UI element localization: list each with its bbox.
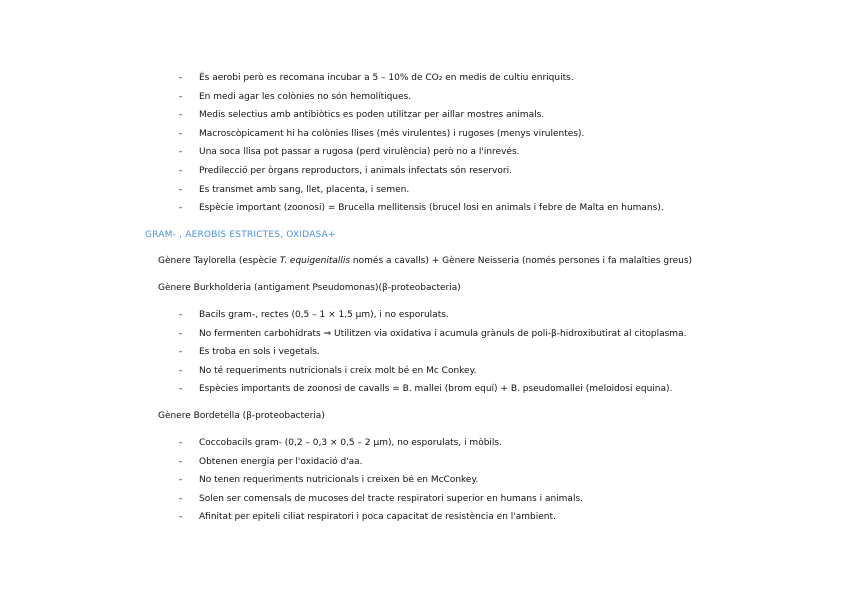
list-item [0,162,848,181]
bullet-text: Es troba en sols i vegetals. [199,347,320,358]
list-item [0,199,848,218]
bullet-marker: - [179,128,183,139]
bullet-marker: - [179,147,183,158]
bullet-marker: - [179,110,183,121]
bullet-text: És aerobi però es recomana incubar a 5 – 10% de CO₂ en medis de cultiu enriquits. [199,73,574,83]
list-item [0,88,848,107]
bullet-marker: - [179,493,183,504]
bullet-marker: - [179,73,183,83]
genus-taylorella-species: T. equigenitallis [279,256,351,266]
genus-taylorella-line [158,256,692,266]
genus-burkholderia-heading: Gènere Burkholderia (antigament Pseudomonas)(β-proteobacteria) [158,283,461,293]
section-heading: GRAM- , AEROBIS ESTRICTES, OXIDASA+ [145,230,336,240]
list-item [0,362,848,381]
genus-taylorella-prefix: Gènere Taylorella (espècie [158,256,280,266]
bullet-marker: - [179,91,183,102]
brucella-bullet-list [0,69,848,218]
bullet-marker: - [179,310,183,320]
list-item [0,181,848,200]
list-item [0,106,848,125]
bullet-marker: - [179,384,183,395]
list-item [0,125,848,144]
list-item [0,343,848,362]
list-item [0,143,848,162]
bordetella-bullet-list [0,434,848,527]
bullet-marker: - [179,184,183,195]
bullet-marker: - [179,512,183,523]
bullet-text: Espècie important (zoonosi) = Brucella mellitensis (brucel losi en animals i febre de Malta en humans). [199,203,664,214]
bullet-text: Espècies importants de zoonosi de cavalls = B. mallei (brom equí) + B. pseudomallei (meloidosi equina). [199,384,673,395]
list-item [0,508,848,527]
bullet-text: Afinitat per epiteli ciliat respiratori i poca capacitat de resistència en l'ambient. [199,512,556,523]
list-item [0,69,848,88]
list-item [0,325,848,344]
bullet-text: Coccobacils gram- (0,2 – 0,3 × 0,5 – 2 μm), no esporulats, i mòbils. [199,438,502,448]
genus-bordetella-heading: Gènere Bordetella (β-proteobacteria) [158,411,325,421]
bullet-marker: - [179,438,183,448]
list-item [0,471,848,490]
bullet-text: Medis selectius amb antibiòtics es poden utilitzar per aillar mostres animals. [199,110,545,121]
bullet-text: Es transmet amb sang, llet, placenta, i semen. [199,184,410,195]
bullet-marker: - [179,203,183,214]
bullet-text: Bacils gram-, rectes (0,5 – 1 × 1,5 μm), i no esporulats. [199,310,449,320]
list-item [0,306,848,325]
bullet-text: No tenen requeriments nutricionals i creixen bé en McConkey. [199,475,479,486]
bullet-marker: - [179,165,183,176]
bullet-text: En medi agar les colònies no són hemolítiques. [199,91,412,102]
bullet-text: Predilecció per òrgans reproductors, i animals infectats són reservori. [199,165,512,176]
burkholderia-bullet-list [0,306,848,399]
bullet-marker: - [179,456,183,467]
bullet-marker: - [179,475,183,486]
bullet-text: No té requeriments nutricionals i creix molt bé en Mc Conkey. [199,365,477,376]
bullet-marker: - [179,328,183,339]
list-item [0,453,848,472]
list-item [0,490,848,509]
genus-taylorella-suffix: només a cavalls) + Gènere Neisseria (només persones i fa malalties greus) [350,256,693,266]
list-item [0,380,848,399]
bullet-text: Macroscòpicament hi ha colònies llises (més virulentes) i rugoses (menys virulentes). [199,128,585,139]
bullet-marker: - [179,365,183,376]
bullet-text: Una soca llisa pot passar a rugosa (perd virulència) però no a l'inrevés. [199,147,520,158]
list-item [0,434,848,453]
bullet-text: Obtenen energia per l'oxidació d'aa. [199,456,363,467]
bullet-text: No fermenten carbohidrats ⇒ Utilitzen via oxidativa i acumula grànuls de poli-β-hidroxibutirat al citoplasma. [199,328,687,339]
bullet-text: Solen ser comensals de mucoses del tracte respiratori superior en humans i animals. [199,493,583,504]
bullet-marker: - [179,347,183,358]
